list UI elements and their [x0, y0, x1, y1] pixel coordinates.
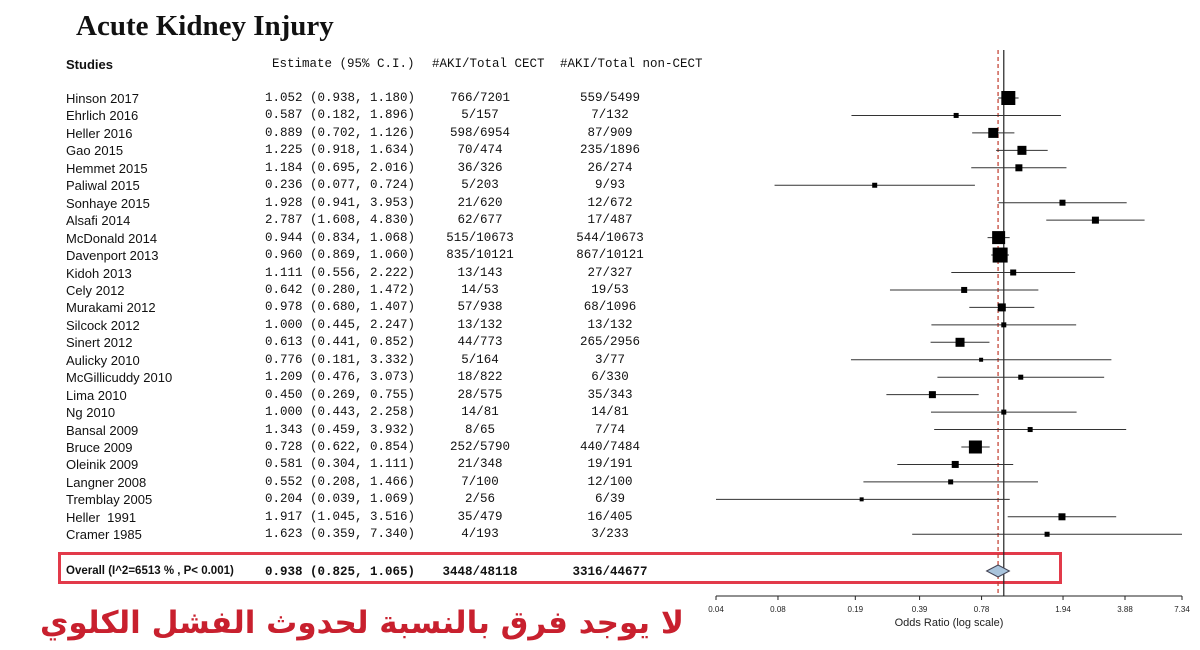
study-cect: 62/677	[457, 213, 503, 228]
study-name: Heller 1991	[66, 509, 137, 525]
study-cect: 21/348	[457, 457, 503, 472]
study-name: Hemmet 2015	[66, 160, 148, 176]
study-estimate: 0.728 (0.622, 0.854)	[265, 440, 416, 454]
study-estimate: 1.928 (0.941, 3.953)	[265, 195, 416, 210]
point-estimate-square	[993, 248, 1008, 263]
study-name: Bansal 2009	[66, 422, 139, 438]
study-name: Alsafi 2014	[66, 213, 131, 229]
point-estimate-square	[1010, 270, 1016, 276]
study-name: Davenport 2013	[66, 248, 159, 264]
study-estimate: 0.776 (0.181, 3.332)	[265, 352, 416, 367]
study-cect: 4/193	[461, 527, 499, 542]
study-estimate: 1.184 (0.695, 2.016)	[265, 160, 416, 175]
study-estimate: 0.944 (0.834, 1.068)	[265, 230, 416, 245]
study-noncect: 265/2956	[579, 335, 640, 350]
overall-cect: 3448/48118	[442, 565, 518, 579]
study-cect: 835/10121	[446, 248, 514, 263]
study-estimate: 0.581 (0.304, 1.111)	[265, 457, 416, 472]
study-noncect: 68/1096	[583, 300, 637, 315]
study-estimate: 0.236 (0.077, 0.724)	[265, 178, 416, 193]
study-name: Oleinik 2009	[66, 457, 139, 473]
study-noncect: 26/274	[587, 160, 633, 175]
study-name: Paliwal 2015	[66, 178, 140, 194]
point-estimate-square	[872, 183, 877, 188]
point-estimate-square	[992, 231, 1005, 244]
study-noncect: 19/191	[587, 457, 633, 472]
study-noncect: 7/132	[591, 108, 629, 123]
study-estimate: 0.613 (0.441, 0.852)	[265, 335, 416, 350]
study-estimate: 1.000 (0.443, 2.258)	[265, 405, 416, 420]
study-estimate: 0.204 (0.039, 1.069)	[265, 492, 416, 507]
header-noncect: #AKI/Total non-CECT	[560, 57, 703, 71]
study-noncect: 19/53	[591, 282, 629, 297]
study-estimate: 2.787 (1.608, 4.830)	[265, 213, 416, 228]
study-noncect: 13/132	[587, 317, 633, 332]
arabic-caption: لا يوجد فرق بالنسبة لحدوث الفشل الكلوي	[40, 605, 684, 641]
study-cect: 5/203	[461, 178, 499, 193]
study-name: Aulicky 2010	[66, 352, 140, 368]
point-estimate-square	[952, 461, 959, 468]
study-name: Lima 2010	[66, 387, 127, 403]
study-cect: 18/822	[457, 370, 503, 385]
study-estimate: 0.889 (0.702, 1.126)	[265, 125, 416, 140]
study-cect: 515/10673	[446, 230, 514, 245]
study-name: Tremblay 2005	[66, 492, 153, 508]
x-tick-label: 0.08	[770, 605, 786, 614]
overall-label: Overall (I^2=6513 % , P< 0.001)	[66, 565, 234, 577]
study-cect: 13/132	[457, 317, 503, 332]
point-estimate-square	[1059, 200, 1065, 206]
point-estimate-square	[860, 497, 864, 501]
study-estimate: 1.343 (0.459, 3.932)	[265, 422, 416, 437]
study-cect: 14/53	[461, 282, 499, 297]
x-tick-label: 0.19	[847, 605, 864, 614]
study-name: Langner 2008	[66, 474, 147, 490]
study-estimate: 1.225 (0.918, 1.634)	[265, 143, 416, 158]
study-noncect: 27/327	[587, 265, 633, 280]
point-estimate-square	[961, 287, 967, 293]
study-cect: 36/326	[457, 160, 503, 175]
study-name: McDonald 2014	[66, 230, 158, 246]
point-estimate-square	[956, 338, 965, 347]
overall-estimate: 0.938 (0.825, 1.065)	[265, 565, 416, 579]
study-name: Sonhaye 2015	[66, 195, 150, 211]
study-noncect: 3/77	[594, 352, 625, 367]
study-noncect: 14/81	[591, 405, 629, 420]
header-cect: #AKI/Total CECT	[432, 57, 545, 71]
study-noncect: 544/10673	[576, 230, 644, 245]
study-cect: 28/575	[457, 387, 503, 402]
point-estimate-square	[954, 113, 959, 118]
study-cect: 35/479	[457, 509, 503, 524]
x-tick-label: 7.34	[1174, 605, 1190, 614]
study-estimate: 0.587 (0.182, 1.896)	[265, 108, 416, 123]
point-estimate-square	[929, 391, 936, 398]
study-noncect: 12/100	[587, 474, 633, 489]
point-estimate-square	[979, 358, 983, 362]
study-cect: 7/100	[461, 474, 499, 489]
point-estimate-square	[1018, 375, 1023, 380]
point-estimate-square	[1001, 322, 1006, 327]
header-estimate: Estimate (95% C.I.)	[272, 57, 415, 71]
study-estimate: 1.917 (1.045, 3.516)	[265, 509, 416, 524]
x-tick-label: 1.94	[1055, 605, 1071, 614]
study-cect: 598/6954	[449, 125, 510, 140]
point-estimate-square	[1001, 91, 1015, 105]
study-noncect: 867/10121	[576, 248, 644, 263]
point-estimate-square	[948, 479, 953, 484]
study-cect: 5/157	[461, 108, 499, 123]
study-name: McGillicuddy 2010	[66, 370, 173, 386]
x-tick-label: 0.39	[911, 605, 928, 614]
study-noncect: 17/487	[587, 213, 633, 228]
study-noncect: 12/672	[587, 195, 633, 210]
point-estimate-square	[1028, 427, 1033, 432]
x-axis-label: Odds Ratio (log scale)	[894, 617, 1004, 629]
study-noncect: 35/343	[587, 387, 633, 402]
study-cect: 5/164	[461, 352, 499, 367]
study-estimate: 1.000 (0.445, 2.247)	[265, 317, 416, 332]
point-estimate-square	[1058, 513, 1065, 520]
study-cect: 13/143	[457, 265, 503, 280]
study-name: Kidoh 2013	[66, 265, 132, 281]
study-noncect: 235/1896	[579, 143, 640, 158]
x-tick-label: 3.88	[1117, 605, 1133, 614]
study-name: Heller 2016	[66, 125, 133, 141]
study-estimate: 1.209 (0.476, 3.073)	[265, 370, 416, 385]
overall-noncect: 3316/44677	[572, 565, 648, 579]
study-noncect: 16/405	[587, 509, 633, 524]
x-tick-label: 0.04	[708, 605, 724, 614]
study-name: Ng 2010	[66, 405, 116, 421]
study-estimate: 0.450 (0.269, 0.755)	[265, 387, 416, 402]
point-estimate-square	[1092, 217, 1099, 224]
study-estimate: 1.052 (0.938, 1.180)	[265, 91, 416, 105]
point-estimate-square	[1045, 532, 1050, 537]
study-name: Murakami 2012	[66, 300, 156, 316]
study-noncect: 559/5499	[579, 91, 640, 105]
point-estimate-square	[1015, 164, 1022, 171]
point-estimate-square	[969, 441, 982, 454]
point-estimate-square	[998, 303, 1006, 311]
point-estimate-square	[1001, 410, 1006, 415]
study-name: Sinert 2012	[66, 335, 133, 351]
study-estimate: 0.978 (0.680, 1.407)	[265, 300, 416, 315]
study-noncect: 3/233	[591, 527, 629, 542]
study-estimate: 0.642 (0.280, 1.472)	[265, 282, 416, 297]
study-name: Cramer 1985	[66, 527, 142, 543]
study-cect: 14/81	[461, 405, 499, 420]
study-cect: 2/56	[464, 492, 495, 507]
study-cect: 252/5790	[449, 440, 510, 454]
overall-diamond	[987, 565, 1010, 577]
study-name: Bruce 2009	[66, 440, 133, 455]
study-noncect: 7/74	[594, 422, 625, 437]
study-noncect: 6/330	[591, 370, 629, 385]
study-name: Cely 2012	[66, 282, 125, 298]
x-tick-label: 0.78	[973, 605, 990, 614]
study-name: Hinson 2017	[66, 91, 139, 106]
study-cect: 70/474	[457, 143, 503, 158]
study-estimate: 0.552 (0.208, 1.466)	[265, 474, 416, 489]
study-cect: 44/773	[457, 335, 503, 350]
forest-plot	[700, 50, 1200, 640]
study-name: Gao 2015	[66, 143, 124, 159]
study-name: Silcock 2012	[66, 317, 140, 333]
study-noncect: 87/909	[587, 125, 633, 140]
point-estimate-square	[1017, 146, 1026, 155]
chart-title: Acute Kidney Injury	[76, 10, 334, 42]
study-estimate: 1.111 (0.556, 2.222)	[265, 265, 416, 280]
header-studies: Studies	[66, 57, 113, 72]
study-noncect: 440/7484	[579, 440, 640, 454]
study-estimate: 1.623 (0.359, 7.340)	[265, 527, 416, 542]
point-estimate-square	[988, 128, 998, 138]
study-cect: 766/7201	[449, 91, 510, 105]
study-noncect: 6/39	[594, 492, 625, 507]
study-cect: 21/620	[457, 195, 503, 210]
study-cect: 57/938	[457, 300, 503, 315]
study-name: Ehrlich 2016	[66, 108, 139, 124]
study-estimate: 0.960 (0.869, 1.060)	[265, 248, 416, 263]
study-cect: 8/65	[464, 422, 495, 437]
study-noncect: 9/93	[594, 178, 625, 193]
